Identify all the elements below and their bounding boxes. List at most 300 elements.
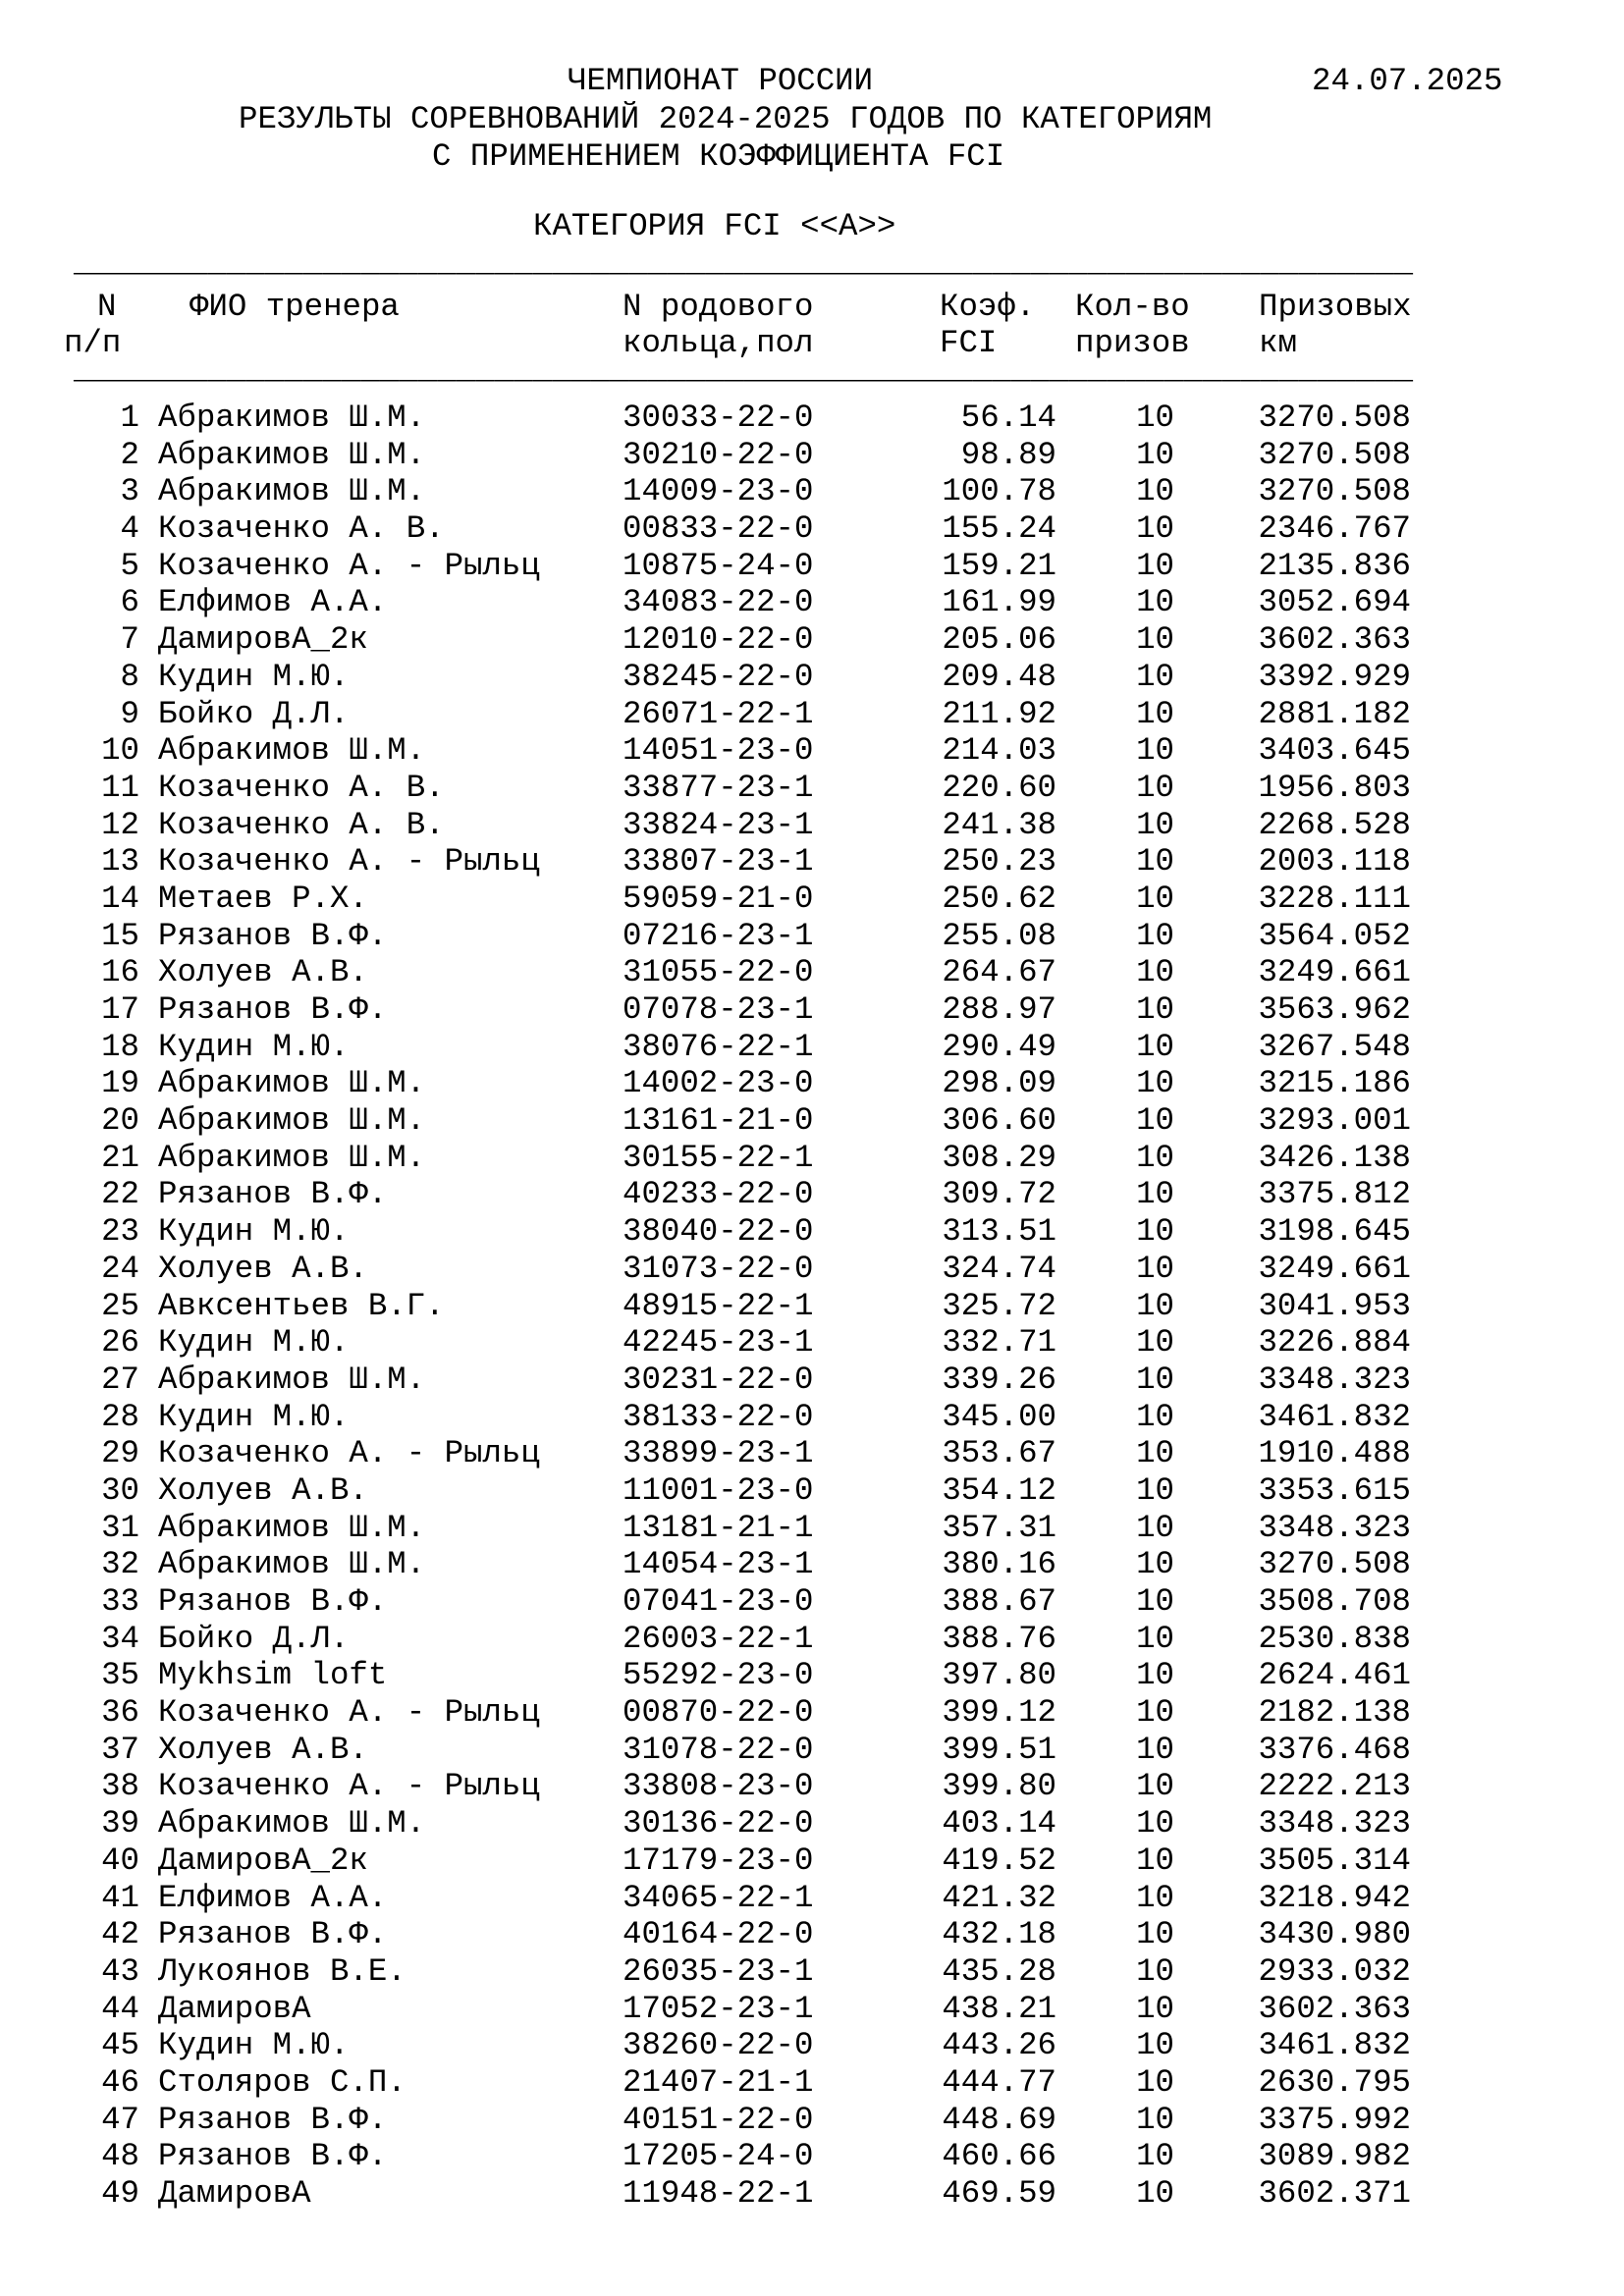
cell-ring-number: 21407-21-1 [623,2063,814,2101]
cell-ring-number: 14002-23-0 [623,1065,814,1102]
cell-rank: 30 [101,1471,139,1509]
cell-prize-km: 1956.803 [1258,769,1411,806]
cell-trainer-name: Mykhsim loft [158,1657,388,1694]
cell-trainer-name: Столяров С.П. [158,2063,406,2101]
cell-prize-count: 10 [1136,436,1174,473]
document-title: ЧЕМПИОНАТ РОССИИ [568,63,874,99]
cell-rank: 17 [101,991,139,1028]
cell-trainer-name: Рязанов В.Ф. [158,1176,388,1213]
cell-rank: 27 [101,1361,139,1398]
cell-prize-count: 10 [1136,621,1174,659]
cell-prize-km: 3563.962 [1258,991,1411,1028]
cell-trainer-name: ДамировА_2к [158,621,368,659]
cell-trainer-name: Абракимов Ш.М. [158,1102,426,1140]
cell-prize-count: 10 [1136,2138,1174,2175]
cell-rank: 46 [101,2063,139,2101]
cell-rank: 25 [101,1287,139,1324]
cell-rank: 6 [120,584,139,621]
cell-fci-coef: 353.67 [942,1435,1056,1472]
cell-rank: 26 [101,1324,139,1362]
cell-trainer-name: Козаченко А. В. [158,806,445,843]
document-date: 24.07.2025 [1312,63,1503,99]
cell-prize-count: 10 [1136,1731,1174,1768]
cell-ring-number: 17052-23-1 [623,1990,814,2027]
cell-ring-number: 14009-23-0 [623,473,814,510]
cell-rank: 47 [101,2101,139,2138]
column-header-trainer-name: ФИО тренера [189,289,400,325]
table-row [0,1991,1624,2028]
cell-ring-number: 07216-23-1 [623,917,814,954]
cell-trainer-name: Козаченко А. В. [158,510,445,548]
cell-prize-km: 3375.992 [1258,2101,1411,2138]
cell-prize-count: 10 [1136,1250,1174,1287]
table-row [0,510,1624,548]
cell-fci-coef: 309.72 [942,1176,1056,1213]
cell-trainer-name: Рязанов В.Ф. [158,917,388,954]
cell-ring-number: 00870-22-0 [623,1694,814,1732]
cell-prize-km: 3226.884 [1258,1324,1411,1362]
cell-rank: 23 [101,1213,139,1251]
cell-trainer-name: Рязанов В.Ф. [158,1916,388,1953]
cell-prize-count: 10 [1136,1435,1174,1472]
cell-prize-km: 3375.812 [1258,1176,1411,1213]
cell-prize-km: 3228.111 [1258,880,1411,917]
cell-prize-km: 3270.508 [1258,436,1411,473]
cell-ring-number: 34065-22-1 [623,1879,814,1916]
table-row [0,1324,1624,1362]
cell-ring-number: 42245-23-1 [623,1324,814,1362]
cell-prize-count: 10 [1136,769,1174,806]
cell-ring-number: 31055-22-0 [623,954,814,991]
cell-rank: 7 [120,621,139,659]
cell-trainer-name: Абракимов Ш.М. [158,1361,426,1398]
cell-prize-km: 2630.795 [1258,2063,1411,2101]
cell-prize-km: 3508.708 [1258,1583,1411,1620]
table-row [0,1732,1624,1769]
cell-ring-number: 13181-21-1 [623,1509,814,1546]
cell-prize-km: 3293.001 [1258,1102,1411,1140]
cell-ring-number: 31078-22-0 [623,1731,814,1768]
cell-trainer-name: Лукоянов В.Е. [158,1952,406,1990]
cell-trainer-name: Абракимов Ш.М. [158,473,426,510]
cell-prize-count: 10 [1136,584,1174,621]
cell-prize-km: 3426.138 [1258,1139,1411,1176]
cell-rank: 11 [101,769,139,806]
cell-ring-number: 33899-23-1 [623,1435,814,1472]
cell-fci-coef: 250.62 [942,880,1056,917]
cell-ring-number: 38076-22-1 [623,1028,814,1065]
table-row [0,1435,1624,1472]
table-row [0,991,1624,1029]
cell-fci-coef: 460.66 [942,2138,1056,2175]
cell-prize-km: 2222.213 [1258,1768,1411,1805]
cell-prize-count: 10 [1136,1694,1174,1732]
cell-rank: 16 [101,954,139,991]
cell-prize-km: 3348.323 [1258,1805,1411,1842]
cell-rank: 48 [101,2138,139,2175]
cell-prize-km: 2003.118 [1258,843,1411,881]
cell-rank: 9 [120,695,139,732]
cell-ring-number: 07078-23-1 [623,991,814,1028]
cell-rank: 44 [101,1990,139,2027]
cell-prize-count: 10 [1136,2101,1174,2138]
cell-prize-count: 10 [1136,1842,1174,1879]
cell-prize-km: 3348.323 [1258,1509,1411,1546]
cell-ring-number: 30210-22-0 [623,436,814,473]
cell-fci-coef: 388.67 [942,1583,1056,1620]
table-row [0,732,1624,770]
cell-prize-count: 10 [1136,1620,1174,1657]
cell-fci-coef: 435.28 [942,1952,1056,1990]
table-row [0,2027,1624,2064]
cell-fci-coef: 220.60 [942,769,1056,806]
cell-ring-number: 07041-23-0 [623,1583,814,1620]
cell-prize-km: 1910.488 [1258,1435,1411,1472]
cell-ring-number: 38245-22-0 [623,658,814,695]
cell-prize-km: 3602.363 [1258,621,1411,659]
table-row [0,621,1624,659]
cell-rank: 20 [101,1102,139,1140]
cell-rank: 12 [101,806,139,843]
table-row [0,1880,1624,1917]
cell-trainer-name: Абракимов Ш.М. [158,1509,426,1546]
cell-trainer-name: Абракимов Ш.М. [158,732,426,770]
cell-prize-count: 10 [1136,1213,1174,1251]
cell-prize-km: 3564.052 [1258,917,1411,954]
cell-fci-coef: 339.26 [942,1361,1056,1398]
cell-prize-km: 3267.548 [1258,1028,1411,1065]
cell-prize-km: 3505.314 [1258,1842,1411,1879]
cell-fci-coef: 448.69 [942,2101,1056,2138]
cell-prize-count: 10 [1136,1805,1174,1842]
cell-ring-number: 34083-22-0 [623,584,814,621]
table-row [0,1251,1624,1288]
cell-rank: 32 [101,1546,139,1583]
table-row [0,696,1624,733]
cell-prize-count: 10 [1136,658,1174,695]
table-row [0,400,1624,437]
cell-fci-coef: 306.60 [942,1102,1056,1140]
cell-fci-coef: 325.72 [942,1287,1056,1324]
cell-trainer-name: Кудин М.Ю. [158,1213,350,1251]
cell-trainer-name: Кудин М.Ю. [158,658,350,695]
cell-prize-count: 10 [1136,954,1174,991]
cell-rank: 29 [101,1435,139,1472]
cell-rank: 19 [101,1065,139,1102]
cell-prize-km: 3392.929 [1258,658,1411,695]
cell-fci-coef: 255.08 [942,917,1056,954]
cell-prize-count: 10 [1136,880,1174,917]
table-row [0,437,1624,474]
cell-rank: 41 [101,1879,139,1916]
cell-fci-coef: 399.80 [942,1768,1056,1805]
cell-rank: 42 [101,1916,139,1953]
cell-prize-km: 2135.836 [1258,547,1411,584]
cell-fci-coef: 288.97 [942,991,1056,1028]
cell-trainer-name: Кудин М.Ю. [158,1398,350,1435]
cell-prize-km: 3376.468 [1258,1731,1411,1768]
cell-rank: 5 [120,547,139,584]
table-row [0,1916,1624,1953]
cell-prize-count: 10 [1136,1065,1174,1102]
cell-fci-coef: 159.21 [942,547,1056,584]
cell-fci-coef: 432.18 [942,1916,1056,1953]
cell-fci-coef: 399.51 [942,1731,1056,1768]
cell-prize-count: 10 [1136,991,1174,1028]
table-row [0,2102,1624,2139]
cell-prize-km: 3430.980 [1258,1916,1411,1953]
cell-trainer-name: Козаченко А. - Рыльц [158,843,540,881]
cell-fci-coef: 241.38 [942,806,1056,843]
cell-fci-coef: 290.49 [942,1028,1056,1065]
cell-fci-coef: 298.09 [942,1065,1056,1102]
cell-trainer-name: Козаченко А. - Рыльц [158,1435,540,1472]
cell-ring-number: 33824-23-1 [623,806,814,843]
cell-prize-count: 10 [1136,2063,1174,2101]
cell-ring-number: 40233-22-0 [623,1176,814,1213]
cell-prize-count: 10 [1136,1916,1174,1953]
cell-trainer-name: ДамировА_2к [158,1842,368,1879]
cell-fci-coef: 211.92 [942,695,1056,732]
cell-ring-number: 00833-22-0 [623,510,814,548]
cell-prize-count: 10 [1136,1879,1174,1916]
cell-ring-number: 40164-22-0 [623,1916,814,1953]
cell-ring-number: 10875-24-0 [623,547,814,584]
cell-prize-count: 10 [1136,1028,1174,1065]
cell-ring-number: 11001-23-0 [623,1471,814,1509]
cell-prize-km: 2530.838 [1258,1620,1411,1657]
cell-ring-number: 26003-22-1 [623,1620,814,1657]
column-header-num: N [97,289,117,325]
table-row [0,1213,1624,1251]
cell-fci-coef: 443.26 [942,2027,1056,2064]
cell-ring-number: 38133-22-0 [623,1398,814,1435]
column-header-ring-number: N родового [623,289,814,325]
cell-fci-coef: 205.06 [942,621,1056,659]
cell-fci-coef: 380.16 [942,1546,1056,1583]
cell-ring-number: 17179-23-0 [623,1842,814,1879]
cell-fci-coef: 403.14 [942,1805,1056,1842]
cell-trainer-name: Холуев А.В. [158,954,368,991]
cell-prize-count: 10 [1136,473,1174,510]
cell-trainer-name: Елфимов А.А. [158,584,388,621]
table-top-rule: ______________________________________________________________________ [74,244,1414,281]
cell-trainer-name: Холуев А.В. [158,1250,368,1287]
cell-fci-coef: 250.23 [942,843,1056,881]
column-header-prize-count: Кол-во [1075,289,1190,325]
cell-trainer-name: Кудин М.Ю. [158,2027,350,2064]
table-row [0,881,1624,918]
cell-ring-number: 26071-22-1 [623,695,814,732]
cell-rank: 31 [101,1509,139,1546]
table-header-rule: ______________________________________________________________________ [74,351,1414,388]
cell-rank: 36 [101,1694,139,1732]
table-row [0,1621,1624,1658]
cell-trainer-name: Абракимов Ш.М. [158,1546,426,1583]
cell-prize-count: 10 [1136,1471,1174,1509]
cell-fci-coef: 56.14 [960,400,1056,436]
cell-fci-coef: 98.89 [960,436,1056,473]
cell-prize-km: 2346.767 [1258,510,1411,548]
cell-prize-km: 2624.461 [1258,1657,1411,1694]
table-row [0,770,1624,807]
cell-prize-count: 10 [1136,732,1174,770]
cell-rank: 40 [101,1842,139,1879]
table-row [0,1065,1624,1102]
cell-prize-km: 3270.508 [1258,400,1411,436]
table-row [0,1842,1624,1880]
cell-rank: 3 [120,473,139,510]
cell-ring-number: 30136-22-0 [623,1805,814,1842]
cell-prize-count: 10 [1136,510,1174,548]
cell-prize-count: 10 [1136,547,1174,584]
cell-rank: 15 [101,917,139,954]
cell-fci-coef: 357.31 [942,1509,1056,1546]
cell-ring-number: 48915-22-1 [623,1287,814,1324]
cell-rank: 18 [101,1028,139,1065]
table-row [0,1583,1624,1621]
cell-prize-km: 3089.982 [1258,2138,1411,2175]
cell-ring-number: 12010-22-0 [623,621,814,659]
cell-ring-number: 33808-23-0 [623,1768,814,1805]
cell-prize-km: 3218.942 [1258,1879,1411,1916]
table-row [0,1510,1624,1547]
cell-trainer-name: Бойко Д.Л. [158,1620,350,1657]
cell-prize-count: 10 [1136,2175,1174,2212]
cell-prize-count: 10 [1136,1287,1174,1324]
cell-ring-number: 30155-22-1 [623,1139,814,1176]
column-header-ring-number-2: кольца,пол [623,325,814,361]
cell-fci-coef: 469.59 [942,2175,1056,2212]
cell-trainer-name: Рязанов В.Ф. [158,1583,388,1620]
cell-trainer-name: Козаченко А. - Рыльц [158,1694,540,1732]
cell-ring-number: 14054-23-1 [623,1546,814,1583]
column-header-prize-km-2: км [1259,325,1297,361]
cell-trainer-name: Холуев А.В. [158,1471,368,1509]
cell-ring-number: 33877-23-1 [623,769,814,806]
cell-ring-number: 11948-22-1 [623,2175,814,2212]
table-row [0,1029,1624,1066]
cell-ring-number: 31073-22-0 [623,1250,814,1287]
cell-trainer-name: Елфимов А.А. [158,1879,388,1916]
cell-fci-coef: 419.52 [942,1842,1056,1879]
cell-ring-number: 13161-21-0 [623,1102,814,1140]
cell-fci-coef: 324.74 [942,1250,1056,1287]
cell-rank: 35 [101,1657,139,1694]
cell-ring-number: 17205-24-0 [623,2138,814,2175]
cell-prize-count: 10 [1136,1102,1174,1140]
cell-prize-count: 10 [1136,695,1174,732]
cell-rank: 37 [101,1731,139,1768]
cell-prize-count: 10 [1136,1324,1174,1362]
cell-prize-km: 3041.953 [1258,1287,1411,1324]
cell-fci-coef: 209.48 [942,658,1056,695]
cell-fci-coef: 444.77 [942,2063,1056,2101]
cell-prize-count: 10 [1136,843,1174,881]
cell-ring-number: 55292-23-0 [623,1657,814,1694]
cell-trainer-name: Бойко Д.Л. [158,695,350,732]
cell-prize-km: 3270.508 [1258,473,1411,510]
cell-rank: 43 [101,1952,139,1990]
cell-rank: 39 [101,1805,139,1842]
table-row [0,2138,1624,2175]
cell-fci-coef: 161.99 [942,584,1056,621]
cell-ring-number: 33807-23-1 [623,843,814,881]
cell-trainer-name: Абракимов Ш.М. [158,400,426,436]
cell-prize-km: 2881.182 [1258,695,1411,732]
cell-prize-count: 10 [1136,1657,1174,1694]
cell-prize-km: 3403.645 [1258,732,1411,770]
cell-prize-km: 2268.528 [1258,806,1411,843]
cell-trainer-name: ДамировА [158,1990,311,2027]
cell-fci-coef: 308.29 [942,1139,1056,1176]
cell-prize-count: 10 [1136,1583,1174,1620]
cell-prize-km: 3249.661 [1258,954,1411,991]
table-row [0,1399,1624,1436]
document-subtitle-2: С ПРИМЕНЕНИЕМ КОЭФФИЦИЕНТА FCI [432,138,1005,175]
cell-fci-coef: 332.71 [942,1324,1056,1362]
cell-rank: 45 [101,2027,139,2064]
cell-prize-count: 10 [1136,1509,1174,1546]
cell-rank: 49 [101,2175,139,2212]
cell-rank: 1 [120,400,139,436]
cell-rank: 22 [101,1176,139,1213]
cell-prize-count: 10 [1136,1398,1174,1435]
cell-trainer-name: Рязанов В.Ф. [158,2138,388,2175]
table-row [0,584,1624,621]
cell-prize-count: 10 [1136,1361,1174,1398]
cell-prize-km: 3602.363 [1258,1990,1411,2027]
table-row [0,918,1624,955]
cell-trainer-name: Кудин М.Ю. [158,1324,350,1362]
column-header-prize-count-2: призов [1075,325,1190,361]
column-header-prize-km: Призовых [1259,289,1412,325]
cell-fci-coef: 264.67 [942,954,1056,991]
table-row [0,1768,1624,1805]
cell-rank: 21 [101,1139,139,1176]
cell-fci-coef: 397.80 [942,1657,1056,1694]
cell-prize-km: 3249.661 [1258,1250,1411,1287]
table-row [0,2064,1624,2102]
column-header-fci-coef: Коэф. [940,289,1036,325]
cell-rank: 14 [101,880,139,917]
cell-prize-km: 2182.138 [1258,1694,1411,1732]
cell-rank: 2 [120,436,139,473]
cell-fci-coef: 313.51 [942,1213,1056,1251]
cell-rank: 13 [101,843,139,881]
cell-fci-coef: 388.76 [942,1620,1056,1657]
cell-fci-coef: 155.24 [942,510,1056,548]
cell-fci-coef: 399.12 [942,1694,1056,1732]
table-row [0,1140,1624,1177]
cell-trainer-name: Козаченко А. - Рыльц [158,547,540,584]
cell-prize-count: 10 [1136,1990,1174,2027]
table-row [0,1288,1624,1325]
cell-fci-coef: 345.00 [942,1398,1056,1435]
cell-trainer-name: Рязанов В.Ф. [158,991,388,1028]
cell-ring-number: 30231-22-0 [623,1361,814,1398]
cell-prize-count: 10 [1136,1952,1174,1990]
table-row [0,843,1624,881]
cell-prize-km: 3348.323 [1258,1361,1411,1398]
cell-fci-coef: 438.21 [942,1990,1056,2027]
cell-trainer-name: Абракимов Ш.М. [158,436,426,473]
cell-prize-count: 10 [1136,917,1174,954]
table-row [0,807,1624,844]
table-row [0,1953,1624,1991]
table-row [0,954,1624,991]
cell-rank: 8 [120,658,139,695]
